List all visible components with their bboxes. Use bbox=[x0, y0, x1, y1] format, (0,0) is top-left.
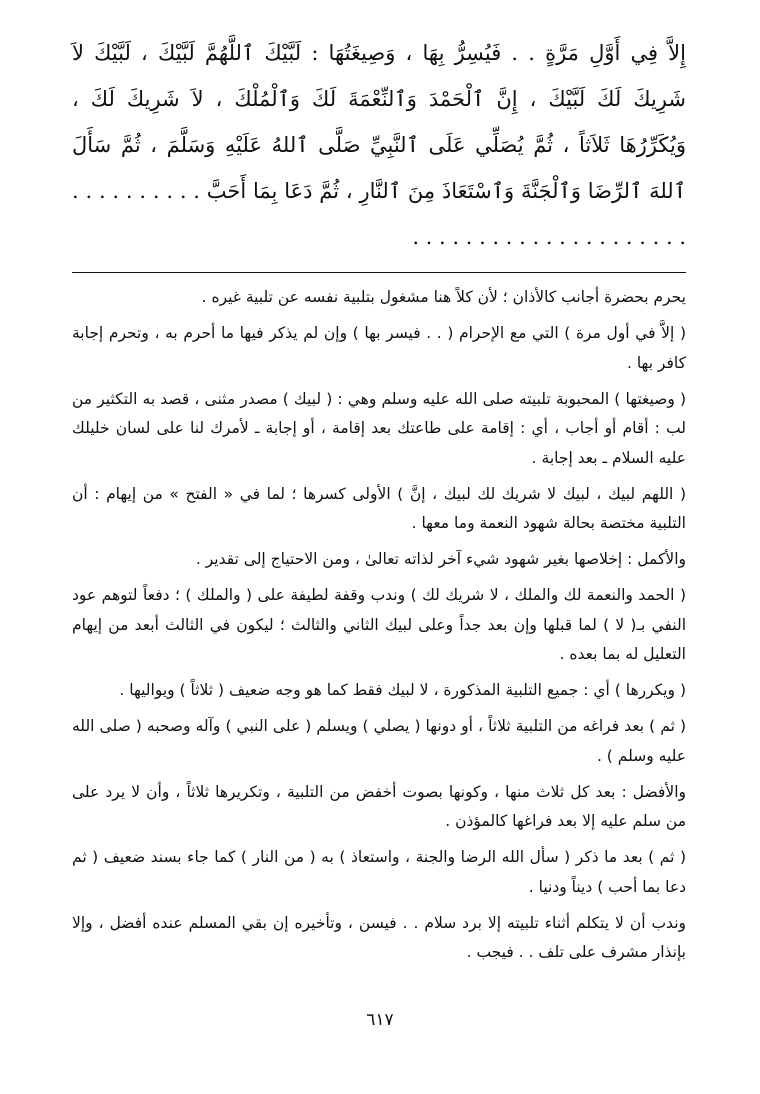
main-text: إِلاَّ فِي أَوَّلِ مَرَّةٍ . . فَيُسِرُّ بِهَا ، وَصِيغَتُهَا : لَبَّيْكَ ٱللَّهُمَّ لَبَّيْكَ ، لَبَّيْكَ لاَ شَرِيكَ لَكَ لَبَّيْكَ ، إِنَّ ٱلْحَمْدَ وَٱلنِّعْمَةَ لَكَ وَٱلْمُلْكَ ، لاَ شَرِيكَ لَكَ ، وَيُكَرِّرُهَا ثَلاَثاً ، ثُمَّ يُصَلِّي عَلَى ٱلنَّبِيِّ صَلَّى ٱللهُ عَلَيْهِ وَسَلَّمَ ، ثُمَّ سَأَلَ ٱللهَ ٱلرِّضَا وَٱلْجَنَّةَ وَٱسْتَعَاذَ مِنَ ٱلنَّارِ ، ثُمَّ دَعَا بِمَا أَحَبَّ . . . . . . . . . . . . . . . . . . . . . . . . . . . . . . . bbox=[72, 41, 686, 249]
commentary-paragraph: ( ثم ) بعد فراغه من التلبية ثلاثاً ، أو دونها ( يصلي ) ويسلم ( على النبي ) وآله وصحبه ( صلى الله عليه وسلم ) . bbox=[72, 717, 686, 765]
separator-rule bbox=[72, 272, 686, 273]
commentary-paragraph: ( ثم ) بعد ما ذكر ( سأل الله الرضا والجنة ، واستعاذ ) به ( من النار ) كما جاء بسند ضعيف ( ثم دعا بما أحب ) ديناً ودنيا . bbox=[72, 848, 686, 896]
commentary-paragraph: ( اللهم لبيك ، لبيك لا شريك لك لبيك ، إنَّ ) الأولى كسرها ؛ لما في « الفتح » من إيهام : أن التلبية مختصة بحالة شهود النعمة وما معها . bbox=[72, 484, 686, 532]
commentary-paragraph: وندب أن لا يتكلم أثناء تلبيته إلا برد سلام . . فيسن ، وتأخيره إن بقي المسلم عنده أفضل ، وإلا بإنذار مشرف على تلف . . فيجب . bbox=[72, 913, 686, 961]
commentary-paragraph: يحرم بحضرة أجانب كالأذان ؛ لأن كلاً هنا مشغول بتلبية نفسه عن تلبية غيره . bbox=[201, 288, 686, 306]
commentary-paragraph: والأكمل : إخلاصها بغير شهود شيء آخر لذاته تعالىٰ ، ومن الاحتياج إلى تقدير . bbox=[195, 550, 686, 568]
page-body bbox=[72, 30, 686, 974]
commentary-paragraph: ( إلاَّ في أول مرة ) التي مع الإحرام ( . . فيسر بها ) وإن لم يذكر فيها ما أحرم به ، وتحرم إجابة كافر بها . bbox=[72, 324, 686, 372]
commentary-section bbox=[72, 283, 686, 968]
commentary-paragraph: والأفضل : بعد كل ثلاث منها ، وكونها بصوت أخفض من التلبية ، وتكريرها ثلاثاً ، وأن لا يرد على من سلم عليه إلا بعد فراغها كالمؤذن . bbox=[72, 782, 686, 830]
page-number: ٦١٧ bbox=[366, 1010, 394, 1030]
commentary-paragraph: ( وصيغتها ) المحبوبة تلبيته صلى الله عليه وسلم وهي : ( لبيك ) مصدر مثنى ، قصد به التكثير من لب : أقام أو أجاب ، أي : إقامة على طاعتك بعد إقامة ، أو إجابة ـ لأمرك لنا على لسان خليلك عليه السلام ـ بعد إجابة . bbox=[72, 389, 686, 467]
commentary-paragraph: ( الحمد والنعمة لك والملك ، لا شريك لك ) وندب وقفة لطيفة على ( والملك ) ؛ دفعاً لتوهم عود النفي بـ( لا ) لما قبلها وإن بعد جداً وعلى لبيك الثاني والثالث ؛ ليكون في الثالث أبعد من إيهام التعليل له بما بعده . bbox=[72, 586, 686, 663]
commentary-paragraph: ( ويكررها ) أي : جميع التلبية المذكورة ، لا لبيك فقط كما هو وجه ضعيف ( ثلاثاً ) ويواليها . bbox=[119, 681, 686, 699]
